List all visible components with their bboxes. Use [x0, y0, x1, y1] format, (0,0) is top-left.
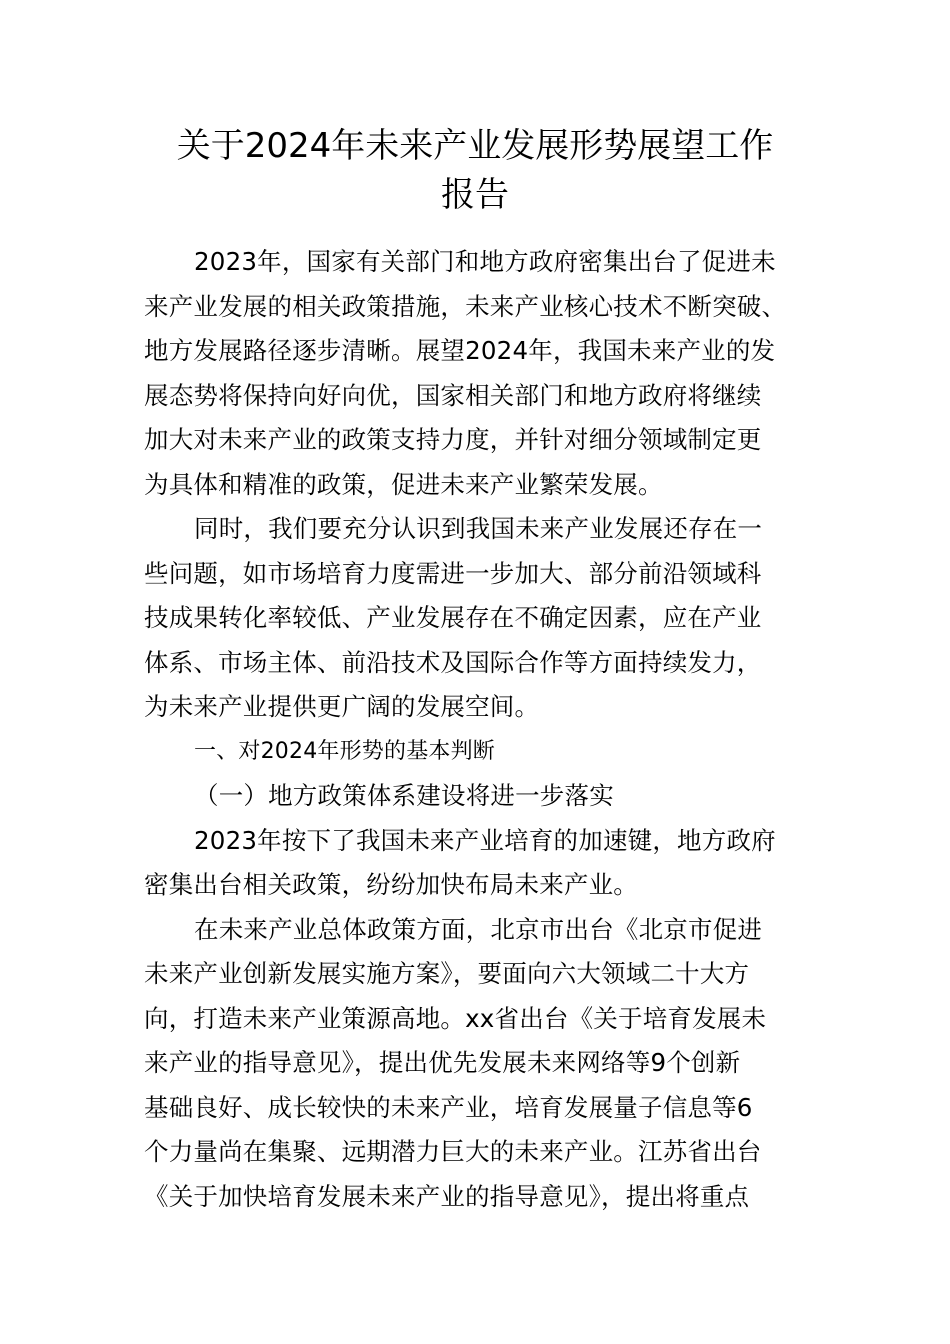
- text-line: 未来产业创新发展实施方案》，要面向六大领域二十大方: [144, 959, 750, 988]
- document-title-line-2: 报告: [441, 175, 509, 215]
- paragraph-policy: [144, 908, 810, 1220]
- text-line: 来产业发展的相关政策措施，未来产业核心技术不断突破、: [144, 291, 787, 321]
- text-line: 个力量尚在集聚、远期潜力巨大的未来产业。江苏省出台: [144, 1137, 762, 1166]
- text-line: 体系、市场主体、前沿技术及国际合作等方面持续发力，: [144, 647, 762, 677]
- text-line: 展态势将保持向好向优，国家相关部门和地方政府将继续: [144, 380, 762, 410]
- text-line: 《关于加快培育发展未来产业的指导意见》，提出将重点: [144, 1181, 750, 1211]
- text-line: 些问题，如市场培育力度需进一步加大、部分前沿领域科: [144, 558, 762, 588]
- text-line: 为未来产业提供更广阔的发展空间。: [144, 692, 540, 721]
- text-line: 地方发展路径逐步清晰。展望2024年，我国未来产业的发: [144, 336, 776, 365]
- text-line: 为具体和精准的政策，促进未来产业繁荣发展。: [144, 469, 663, 499]
- text-line: 同时，我们要充分认识到我国未来产业发展还存在一: [194, 514, 763, 543]
- document-title-line-1: 关于2024年未来产业发展形势展望工作: [176, 126, 774, 166]
- paragraph-intro: [144, 240, 810, 507]
- text-line: 在未来产业总体政策方面，北京市出台《北京市促进: [194, 914, 763, 944]
- paragraph-acceleration: [144, 819, 810, 908]
- document-body: [144, 240, 810, 1219]
- text-line: （一）地方政策体系建设将进一步落实: [194, 781, 614, 810]
- subsection-heading: [144, 774, 810, 819]
- text-line: 2023年，国家有关部门和地方政府密集出台了促进未: [194, 247, 776, 276]
- section-heading: [144, 730, 810, 775]
- text-line: 一、对2024年形势的基本判断: [194, 738, 495, 764]
- text-line: 基础良好、成长较快的未来产业，培育发展量子信息等6: [144, 1092, 753, 1122]
- text-line: 技成果转化率较低、产业发展存在不确定因素，应在产业: [144, 603, 762, 632]
- text-line: 密集出台相关政策，纷纷加快布局未来产业。: [144, 870, 638, 899]
- paragraph-problems: [144, 507, 810, 730]
- text-line: 加大对未来产业的政策支持力度，并针对细分领域制定更: [144, 425, 762, 454]
- text-line: 2023年按下了我国未来产业培育的加速键，地方政府: [194, 825, 776, 855]
- text-line: 来产业的指导意见》，提出优先发展未来网络等9个创新: [144, 1048, 741, 1077]
- text-line: 向，打造未来产业策源高地。xx省出台《关于培育发展未: [144, 1003, 767, 1033]
